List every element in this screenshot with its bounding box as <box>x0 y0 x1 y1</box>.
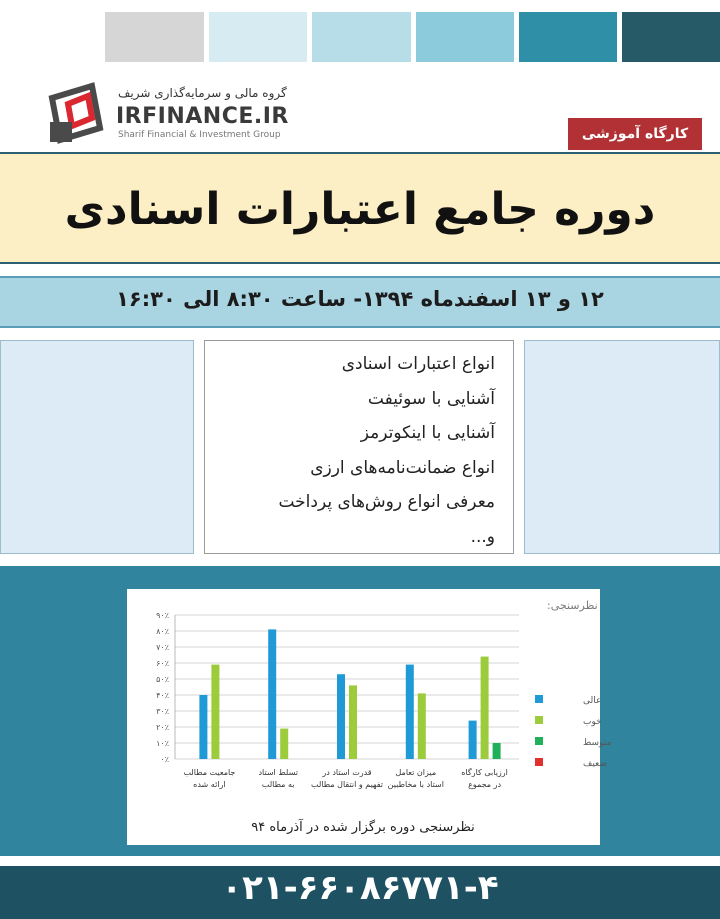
logo-tagline: Sharif Financial & Investment Group <box>118 130 281 140</box>
category-label: قدرت استاد در <box>322 768 372 777</box>
topics-list <box>205 341 513 554</box>
bar <box>211 665 219 759</box>
category-label: میزان تعامل <box>395 768 437 777</box>
color-swatch <box>209 12 307 62</box>
bar <box>481 657 489 759</box>
legend-label: خوب <box>583 717 602 727</box>
bar <box>493 743 501 759</box>
color-swatch <box>519 12 617 62</box>
topic-item: معرفی انواع روش‌های پرداخت <box>278 492 495 512</box>
topic-item: آشنایی با سوئیفت <box>367 388 495 409</box>
bar <box>469 721 477 759</box>
y-tick-label: ۶۰٪ <box>156 659 169 668</box>
legend-swatch <box>535 695 543 703</box>
category-label: استاد با مخاطبین <box>387 780 444 789</box>
legend-label: عالی <box>583 696 602 706</box>
course-date: ۱۲ و ۱۳ اسفندماه ۱۳۹۴- ساعت ۸:۳۰ الی ۱۶:۳۰ <box>116 287 604 311</box>
logo-name-fa: گروه مالی و سرمایه‌گذاری شریف <box>118 86 287 100</box>
survey-chart-card <box>127 589 612 845</box>
legend-label: ضعیف <box>583 759 608 769</box>
color-swatch <box>105 12 204 62</box>
right-side-panel <box>524 340 720 554</box>
legend-swatch <box>535 716 543 724</box>
left-side-panel <box>0 340 194 554</box>
logo-name-en: IRFINANCE.IR <box>116 104 289 129</box>
y-tick-label: ۷۰٪ <box>156 643 169 652</box>
phone-number: ۰۲۱-۶۶۰۸۶۷۷۱-۴ <box>221 868 499 908</box>
bar <box>268 629 276 759</box>
category-label: در مجموع <box>468 780 502 789</box>
y-tick-label: ۴۰٪ <box>156 691 169 700</box>
topics-box <box>204 340 514 554</box>
y-tick-label: ۱۰٪ <box>156 739 169 748</box>
bar <box>280 729 288 759</box>
category-label: ارزیابی کارگاه <box>461 768 508 777</box>
topic-item: انواع اعتبارات اسنادی <box>341 354 495 374</box>
chart-title: نظرسنجی: <box>547 599 598 612</box>
topic-item: و... <box>470 526 495 547</box>
bar <box>406 665 414 759</box>
color-swatch <box>622 12 720 62</box>
category-label: به مطالب <box>261 780 295 789</box>
survey-chart <box>127 589 612 845</box>
y-tick-label: ۵۰٪ <box>156 675 169 684</box>
workshop-badge: کارگاه آموزشی <box>568 118 702 150</box>
company-logo <box>48 82 308 144</box>
color-swatch <box>416 12 514 62</box>
category-label: ارائه شده <box>193 780 226 789</box>
legend-swatch <box>535 758 543 766</box>
y-tick-label: ۳۰٪ <box>156 707 169 716</box>
y-tick-label: ۸۰٪ <box>156 627 169 636</box>
bar <box>349 685 357 759</box>
y-tick-label: ۲۰٪ <box>156 723 169 732</box>
category-label: تسلط استاد <box>258 768 298 777</box>
bar <box>418 693 426 759</box>
y-tick-label: ۰٪ <box>160 755 169 764</box>
category-label: جامعیت مطالب <box>183 768 236 777</box>
bar <box>199 695 207 759</box>
bar <box>337 674 345 759</box>
irfinance-logo-icon <box>48 82 104 144</box>
course-title: دوره جامع اعتبارات اسنادی <box>64 184 656 235</box>
topic-item: آشنایی با اینکوترمز <box>360 423 495 443</box>
legend-label: متوسط <box>583 738 612 748</box>
color-swatch <box>312 12 411 62</box>
category-label: تفهیم و انتقال مطالب <box>311 780 383 789</box>
y-tick-label: ۹۰٪ <box>156 611 169 620</box>
legend-swatch <box>535 737 543 745</box>
chart-caption: نظرسنجی دوره برگزار شده در آذرماه ۹۴ <box>251 820 475 835</box>
topic-item: انواع ضمانت‌نامه‌های ارزی <box>310 457 495 478</box>
